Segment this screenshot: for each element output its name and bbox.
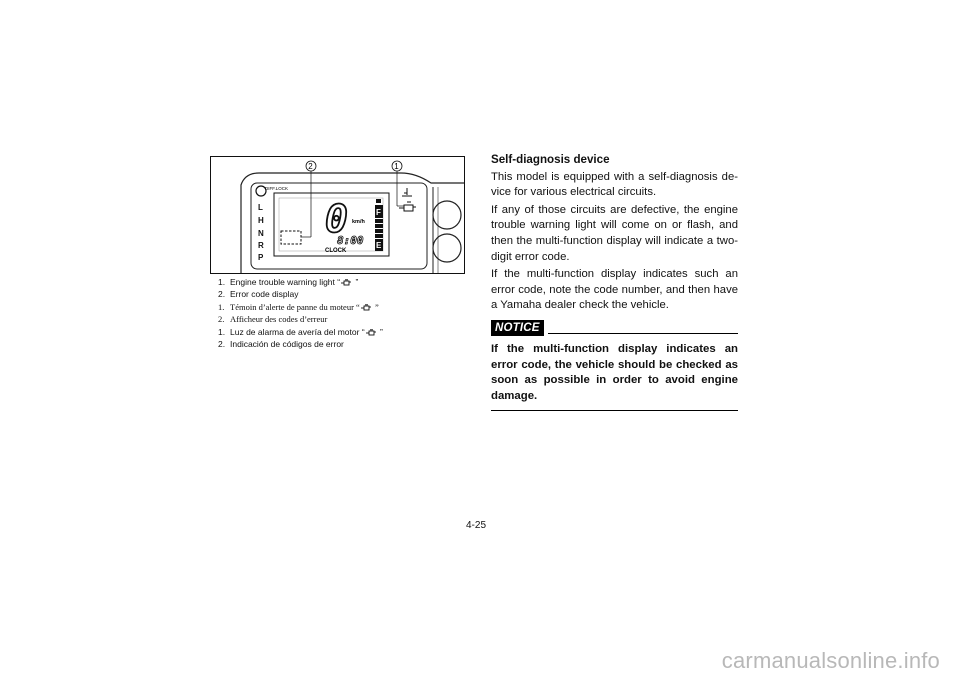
gear-p: P (258, 253, 264, 262)
caption-item (218, 277, 478, 289)
figure-captions (218, 277, 478, 352)
caption-item (218, 327, 478, 339)
caption-text: Témoin d’alerte de panne du moteur “ (230, 302, 360, 312)
engine-warning-icon (361, 304, 372, 311)
svg-text:1: 1 (394, 162, 399, 171)
notice-end-divider (491, 410, 738, 411)
captions-french (218, 302, 478, 325)
self-diagnosis-section (491, 152, 738, 411)
caption-text: Indicación de códigos de error (230, 338, 344, 349)
temperature-icon (402, 188, 412, 196)
clock-label: CLOCK (325, 248, 347, 254)
callout-2 (301, 161, 316, 237)
caption-text: Afficheur des codes d’erreur (230, 313, 328, 324)
page-number: 4-25 (466, 520, 487, 531)
caption-number: 2. (218, 338, 226, 349)
speed-unit: km/h (352, 219, 365, 225)
error-code-display (281, 231, 301, 244)
engine-warning-icon (341, 279, 352, 286)
body-paragraph: If any of those circuits are defective, the engine trouble warning light will come on or flash, and then the multi-function display will indicate a two-digit error code. (491, 203, 738, 263)
notice-badge: NOTICE (491, 320, 544, 336)
diff-lock-label: DIFF.LOCK (265, 186, 289, 191)
section-heading: Self-diagnosis device (491, 153, 610, 166)
captions-spanish (218, 327, 478, 350)
caption-item (218, 302, 478, 314)
caption-item (218, 339, 478, 351)
gear-r: R (258, 241, 264, 250)
caption-quote-close: ” (353, 277, 359, 287)
notice-text: If the multi-function display indicates an error code, the vehicle should be checked as soon as possible in order to avoid engine damage. (491, 342, 738, 402)
fuel-gauge (375, 199, 383, 251)
body-paragraph: This model is equipped with a self-diagnosis de-vice for various electrical circuits. (491, 170, 738, 199)
caption-number: 2. (218, 313, 225, 324)
instrument-panel-illustration (211, 157, 464, 273)
body-paragraph: If the multi-function display indicates such an error code, note the code number, and then have a Yamaha dealer check the vehicle. (491, 268, 738, 312)
notice-header (491, 320, 738, 336)
caption-item (218, 289, 478, 301)
fuel-empty-label: E (376, 241, 382, 250)
captions-english (218, 277, 478, 300)
caption-item (218, 314, 478, 326)
caption-text: Engine trouble warning light “ (230, 277, 341, 287)
svg-text:2: 2 (308, 162, 313, 171)
odometer: 8:00 (337, 234, 364, 247)
caption-number: 1. (218, 302, 225, 312)
instrument-panel-figure (210, 156, 465, 274)
gear-l: L (258, 203, 263, 212)
gear-n: N (258, 229, 264, 238)
speed-digit: 0 (325, 197, 348, 241)
gear-h: H (258, 216, 264, 225)
notice-divider (548, 333, 738, 334)
engine-warning-icon (399, 202, 416, 211)
engine-warning-icon (366, 329, 377, 336)
caption-number: 1. (218, 277, 226, 287)
fuel-full-label: F (376, 208, 381, 217)
caption-number: 2. (218, 288, 226, 299)
caption-text: Luz de alarma de avería del motor “ (230, 327, 365, 337)
caption-text: Error code display (230, 288, 299, 299)
caption-number: 1. (218, 327, 226, 337)
watermark: carmanualsonline.info (721, 648, 940, 673)
caption-quote-close: ” (377, 327, 383, 337)
caption-quote-close: ” (372, 302, 379, 312)
